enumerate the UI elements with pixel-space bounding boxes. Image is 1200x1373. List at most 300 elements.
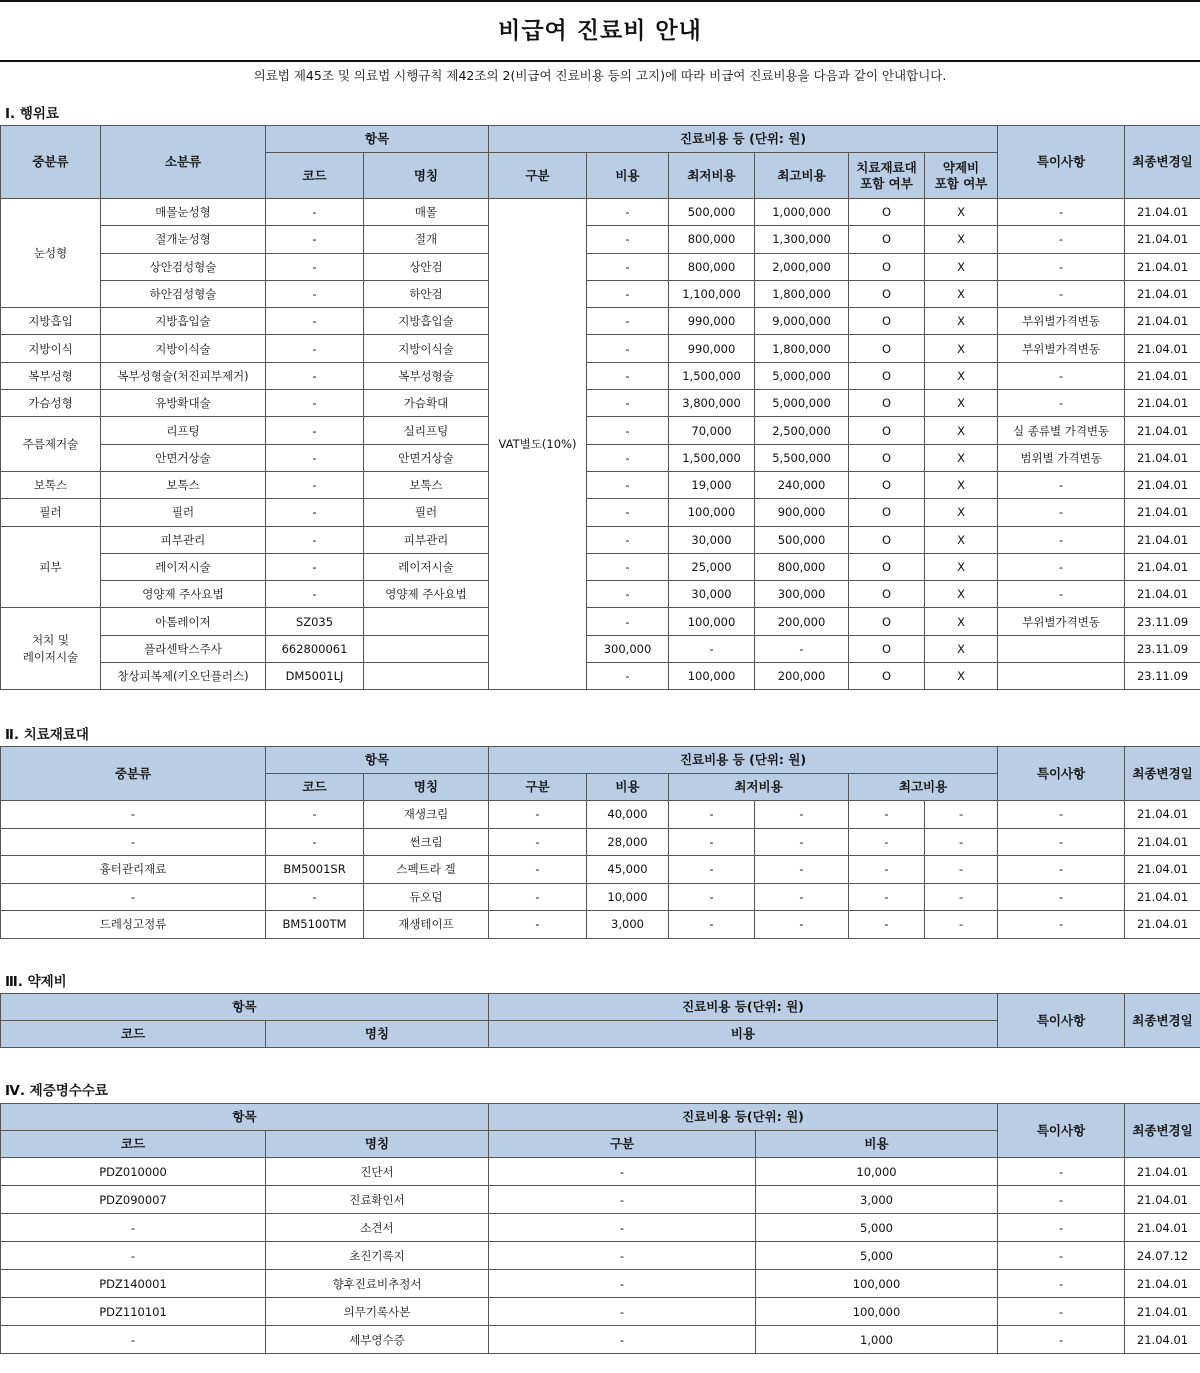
name-cell: 소견서 xyxy=(266,1214,489,1242)
col-fee-header: 비용 xyxy=(587,774,669,801)
col-code-header: 코드 xyxy=(1,1021,266,1048)
fee-cell: - xyxy=(587,581,669,608)
fee-cell: - xyxy=(587,553,669,580)
sub-cell: 안면거상술 xyxy=(101,444,266,471)
sub-cell: 리프팅 xyxy=(101,417,266,444)
sub-cell: 영양제 주사요법 xyxy=(101,581,266,608)
table-row xyxy=(1,335,1200,362)
group-cell: 필러 xyxy=(1,499,101,526)
note-cell: - xyxy=(998,911,1125,939)
name-cell xyxy=(364,663,489,690)
date-cell: 24.07.12 xyxy=(1125,1242,1200,1270)
note-cell: - xyxy=(998,1186,1125,1214)
group-cell: 보톡스 xyxy=(1,471,101,498)
sub-cell: 피부관리 xyxy=(101,526,266,553)
note-cell xyxy=(998,663,1125,690)
table-row xyxy=(1,444,1200,471)
max-cell: 800,000 xyxy=(755,553,849,580)
note-cell: 부위별가격변동 xyxy=(998,335,1125,362)
col-note-header: 특이사항 xyxy=(998,994,1125,1048)
code-cell: - xyxy=(266,828,364,856)
name-cell: 향후진료비추정서 xyxy=(266,1270,489,1298)
col-note-header: 특이사항 xyxy=(998,747,1125,801)
name-cell: 스펙트라 겔 xyxy=(364,856,489,884)
date-cell: 21.04.01 xyxy=(1125,1270,1200,1298)
code-cell: PDZ090007 xyxy=(1,1186,266,1214)
section-4-title: Ⅳ. 제증명수수료 xyxy=(5,1083,108,1099)
fee-cell: - xyxy=(587,199,669,226)
date-cell: 21.04.01 xyxy=(1125,390,1200,417)
col-code-header: 코드 xyxy=(1,1131,266,1158)
material-cell: O xyxy=(849,199,925,226)
min-cell-b: - xyxy=(755,911,849,939)
date-cell: 23.11.09 xyxy=(1125,663,1200,690)
note-cell: - xyxy=(998,526,1125,553)
min-cell: 3,800,000 xyxy=(669,390,755,417)
code-cell: - xyxy=(266,199,364,226)
code-cell: - xyxy=(266,526,364,553)
date-cell: 21.04.01 xyxy=(1125,828,1200,856)
drug-fee-table xyxy=(0,993,1200,1048)
fee-cell: 100,000 xyxy=(756,1298,998,1326)
code-cell: - xyxy=(266,226,364,253)
group-cell xyxy=(1,608,101,690)
code-cell: - xyxy=(266,335,364,362)
drug-cell: X xyxy=(925,553,998,580)
min-cell: 990,000 xyxy=(669,308,755,335)
material-fee-table xyxy=(0,746,1200,939)
table-row xyxy=(1,856,1200,884)
col-fee-header: 비용 xyxy=(587,153,669,199)
material-cell: O xyxy=(849,553,925,580)
max-cell: 200,000 xyxy=(755,663,849,690)
table-row xyxy=(1,828,1200,856)
group-cell: 눈성형 xyxy=(1,199,101,308)
col-min-header: 최저비용 xyxy=(669,153,755,199)
sub-cell: 보톡스 xyxy=(101,471,266,498)
max-cell-b: - xyxy=(925,911,998,939)
code-cell: - xyxy=(266,308,364,335)
material-cell: O xyxy=(849,362,925,389)
material-cell: O xyxy=(849,499,925,526)
max-cell-a: - xyxy=(849,801,925,829)
min-cell: 100,000 xyxy=(669,499,755,526)
note-cell: - xyxy=(998,1298,1125,1326)
name-cell: 필러 xyxy=(364,499,489,526)
kind-cell: - xyxy=(489,1186,756,1214)
max-cell: 1,800,000 xyxy=(755,280,849,307)
code-cell: - xyxy=(266,883,364,911)
min-cell: 990,000 xyxy=(669,335,755,362)
table-row xyxy=(1,1270,1200,1298)
max-cell: - xyxy=(755,635,849,662)
max-cell: 2,500,000 xyxy=(755,417,849,444)
sub-cell: 절개눈성형 xyxy=(101,226,266,253)
note-cell: - xyxy=(998,199,1125,226)
date-cell: 21.04.01 xyxy=(1125,199,1200,226)
name-cell: 듀오덤 xyxy=(364,883,489,911)
kind-cell: - xyxy=(489,883,587,911)
note-cell: - xyxy=(998,226,1125,253)
table-row xyxy=(1,1298,1200,1326)
fee-cell: - xyxy=(587,362,669,389)
min-cell: 100,000 xyxy=(669,663,755,690)
fee-cell: 5,000 xyxy=(756,1242,998,1270)
name-cell: 실리프팅 xyxy=(364,417,489,444)
col-fee-header: 비용 xyxy=(489,1021,998,1048)
certificate-fee-table xyxy=(0,1103,1200,1354)
table-row xyxy=(1,1186,1200,1214)
min-cell-a: - xyxy=(669,801,755,829)
date-cell: 21.04.01 xyxy=(1125,1298,1200,1326)
max-cell-a: - xyxy=(849,856,925,884)
material-cell: O xyxy=(849,335,925,362)
col-mid-header: 중분류 xyxy=(1,747,266,801)
min-cell: 800,000 xyxy=(669,253,755,280)
drug-cell: X xyxy=(925,417,998,444)
note-cell: - xyxy=(998,471,1125,498)
drug-cell: X xyxy=(925,226,998,253)
col-name-header: 명칭 xyxy=(364,774,489,801)
code-cell: - xyxy=(266,471,364,498)
code-cell: - xyxy=(266,253,364,280)
material-cell: O xyxy=(849,253,925,280)
col-date-header: 최종변경일 xyxy=(1125,126,1200,199)
section-1-title: Ⅰ. 행위료 xyxy=(5,106,59,122)
fee-cell: - xyxy=(587,335,669,362)
kind-cell: - xyxy=(489,911,587,939)
min-cell: 30,000 xyxy=(669,526,755,553)
col-max-header: 최고비용 xyxy=(755,153,849,199)
code-cell: - xyxy=(1,1242,266,1270)
max-cell: 200,000 xyxy=(755,608,849,635)
material-cell: O xyxy=(849,308,925,335)
col-date-header: 최종변경일 xyxy=(1125,747,1200,801)
fee-cell: 100,000 xyxy=(756,1270,998,1298)
code-cell: - xyxy=(266,444,364,471)
table-row xyxy=(1,253,1200,280)
kind-cell: VAT별도(10%) xyxy=(489,199,587,690)
mid-cell: 흉터관리재료 xyxy=(1,856,266,884)
table-row xyxy=(1,608,1200,635)
col-kind-header: 구분 xyxy=(489,153,587,199)
title-rule xyxy=(0,60,1200,62)
fee-cell: - xyxy=(587,226,669,253)
max-cell: 1,800,000 xyxy=(755,335,849,362)
code-cell: 662800061 xyxy=(266,635,364,662)
intro-text: 의료법 제45조 및 의료법 시행규칙 제42조의 2(비급여 진료비용 등의 고지)에 따라 비급여 진료비용을 다음과 같이 안내합니다. xyxy=(253,68,947,83)
material-cell: O xyxy=(849,390,925,417)
fee-cell: - xyxy=(587,526,669,553)
col-kind-header: 구분 xyxy=(489,774,587,801)
group-cell: 지방이식 xyxy=(1,335,101,362)
material-header-line2: 포함 여부 xyxy=(860,175,913,191)
table-row xyxy=(1,280,1200,307)
col-date-header: 최종변경일 xyxy=(1125,994,1200,1048)
sub-cell: 필러 xyxy=(101,499,266,526)
mid-cell: - xyxy=(1,883,266,911)
material-cell: O xyxy=(849,608,925,635)
name-cell xyxy=(364,608,489,635)
table-row xyxy=(1,499,1200,526)
kind-cell: - xyxy=(489,1298,756,1326)
drug-cell: X xyxy=(925,362,998,389)
name-cell: 초진기록지 xyxy=(266,1242,489,1270)
sub-cell: 복부성형술(처진피부제거) xyxy=(101,362,266,389)
material-cell: O xyxy=(849,280,925,307)
sub-cell: 상안검성형술 xyxy=(101,253,266,280)
min-cell: 19,000 xyxy=(669,471,755,498)
table-row xyxy=(1,199,1200,226)
note-cell: - xyxy=(998,390,1125,417)
max-cell: 2,000,000 xyxy=(755,253,849,280)
col-code-header: 코드 xyxy=(266,153,364,199)
fee-cell: 5,000 xyxy=(756,1214,998,1242)
min-cell: 25,000 xyxy=(669,553,755,580)
date-cell: 21.04.01 xyxy=(1125,883,1200,911)
code-cell: SZ035 xyxy=(266,608,364,635)
drug-cell: X xyxy=(925,608,998,635)
max-cell-b: - xyxy=(925,883,998,911)
min-cell-b: - xyxy=(755,856,849,884)
max-cell: 5,500,000 xyxy=(755,444,849,471)
name-cell: 의무기록사본 xyxy=(266,1298,489,1326)
date-cell: 23.11.09 xyxy=(1125,608,1200,635)
date-cell: 23.11.09 xyxy=(1125,635,1200,662)
drug-header-line2: 포함 여부 xyxy=(934,175,988,191)
max-cell-b: - xyxy=(925,856,998,884)
date-cell: 21.04.01 xyxy=(1125,471,1200,498)
col-max-header: 최고비용 xyxy=(849,774,998,801)
item-header: 항목 xyxy=(1,1104,489,1131)
fee-cell: 3,000 xyxy=(756,1186,998,1214)
group-line1: 처치 및 xyxy=(32,632,69,647)
note-cell xyxy=(998,635,1125,662)
min-cell: 1,100,000 xyxy=(669,280,755,307)
note-cell: - xyxy=(998,253,1125,280)
max-cell: 300,000 xyxy=(755,581,849,608)
code-cell: BM5001SR xyxy=(266,856,364,884)
table-row xyxy=(1,390,1200,417)
table-row xyxy=(1,801,1200,829)
date-cell: 21.04.01 xyxy=(1125,911,1200,939)
min-cell: 1,500,000 xyxy=(669,362,755,389)
material-cell: O xyxy=(849,635,925,662)
name-cell: 진료확인서 xyxy=(266,1186,489,1214)
sub-cell: 지방이식술 xyxy=(101,335,266,362)
fee-cell: 3,000 xyxy=(587,911,669,939)
date-cell: 21.04.01 xyxy=(1125,526,1200,553)
drug-cell: X xyxy=(925,526,998,553)
fee-cell: - xyxy=(587,253,669,280)
date-cell: 21.04.01 xyxy=(1125,253,1200,280)
name-cell: 안면거상술 xyxy=(364,444,489,471)
section-2-title: Ⅱ. 치료재료대 xyxy=(5,727,89,743)
max-cell: 240,000 xyxy=(755,471,849,498)
name-cell: 진단서 xyxy=(266,1158,489,1186)
group-cell: 피부 xyxy=(1,526,101,608)
name-cell: 지방이식술 xyxy=(364,335,489,362)
name-cell: 보톡스 xyxy=(364,471,489,498)
fee-cell: 300,000 xyxy=(587,635,669,662)
code-cell: - xyxy=(266,801,364,829)
note-cell: - xyxy=(998,362,1125,389)
max-cell-a: - xyxy=(849,883,925,911)
table-row xyxy=(1,1326,1200,1354)
note-cell: - xyxy=(998,856,1125,884)
table-row xyxy=(1,635,1200,662)
kind-cell: - xyxy=(489,801,587,829)
note-cell: - xyxy=(998,1158,1125,1186)
fee-cell: - xyxy=(587,608,669,635)
group-cell: 복부성형 xyxy=(1,362,101,389)
col-drug-header xyxy=(925,153,998,199)
fee-cell: 10,000 xyxy=(587,883,669,911)
max-cell: 5,000,000 xyxy=(755,362,849,389)
kind-cell: - xyxy=(489,1214,756,1242)
group-cell: 지방흡입 xyxy=(1,308,101,335)
col-code-header: 코드 xyxy=(266,774,364,801)
table-row xyxy=(1,471,1200,498)
date-cell: 21.04.01 xyxy=(1125,335,1200,362)
kind-cell: - xyxy=(489,856,587,884)
top-rule xyxy=(0,0,1200,2)
note-cell: - xyxy=(998,553,1125,580)
sub-cell: 창상피복제(키오딘플러스) xyxy=(101,663,266,690)
table-row xyxy=(1,553,1200,580)
drug-cell: X xyxy=(925,390,998,417)
drug-cell: X xyxy=(925,280,998,307)
note-cell: - xyxy=(998,1214,1125,1242)
max-cell-b: - xyxy=(925,828,998,856)
date-cell: 21.04.01 xyxy=(1125,1186,1200,1214)
min-cell-a: - xyxy=(669,828,755,856)
drug-cell: X xyxy=(925,308,998,335)
fee-cell: 10,000 xyxy=(756,1158,998,1186)
code-cell: - xyxy=(266,581,364,608)
fee-cell: - xyxy=(587,471,669,498)
table-row xyxy=(1,362,1200,389)
mid-cell: - xyxy=(1,828,266,856)
note-cell: 부위별가격변동 xyxy=(998,308,1125,335)
item-header: 항목 xyxy=(266,126,489,153)
col-date-header: 최종변경일 xyxy=(1125,1104,1200,1158)
max-cell-a: - xyxy=(849,911,925,939)
group-cell: 가슴성형 xyxy=(1,390,101,417)
code-cell: - xyxy=(266,280,364,307)
min-cell: 800,000 xyxy=(669,226,755,253)
drug-cell: X xyxy=(925,471,998,498)
min-cell-b: - xyxy=(755,828,849,856)
col-kind-header: 구분 xyxy=(489,1131,756,1158)
kind-cell: - xyxy=(489,828,587,856)
mid-cell: 드레싱고정류 xyxy=(1,911,266,939)
name-cell: 썬크림 xyxy=(364,828,489,856)
name-cell xyxy=(364,635,489,662)
fee-cell: - xyxy=(587,280,669,307)
drug-cell: X xyxy=(925,335,998,362)
drug-cell: X xyxy=(925,635,998,662)
table-row xyxy=(1,226,1200,253)
date-cell: 21.04.01 xyxy=(1125,280,1200,307)
table-row xyxy=(1,526,1200,553)
cost-header: 진료비용 등 (단위: 원) xyxy=(489,126,998,153)
material-cell: O xyxy=(849,581,925,608)
note-cell: - xyxy=(998,883,1125,911)
kind-cell: - xyxy=(489,1242,756,1270)
date-cell: 21.04.01 xyxy=(1125,856,1200,884)
item-header: 항목 xyxy=(1,994,489,1021)
code-cell: - xyxy=(266,417,364,444)
min-cell-b: - xyxy=(755,883,849,911)
note-cell: 범위별 가격변동 xyxy=(998,444,1125,471)
max-cell: 9,000,000 xyxy=(755,308,849,335)
note-cell: - xyxy=(998,280,1125,307)
material-cell: O xyxy=(849,663,925,690)
material-cell: O xyxy=(849,417,925,444)
date-cell: 21.04.01 xyxy=(1125,444,1200,471)
code-cell: - xyxy=(266,362,364,389)
name-cell: 재생테이프 xyxy=(364,911,489,939)
min-cell: 30,000 xyxy=(669,581,755,608)
table-row xyxy=(1,581,1200,608)
date-cell: 21.04.01 xyxy=(1125,1326,1200,1354)
cost-header: 진료비용 등(단위: 원) xyxy=(489,994,998,1021)
date-cell: 21.04.01 xyxy=(1125,417,1200,444)
table-row xyxy=(1,883,1200,911)
name-cell: 지방흡입술 xyxy=(364,308,489,335)
min-cell: 500,000 xyxy=(669,199,755,226)
code-cell: PDZ140001 xyxy=(1,1270,266,1298)
min-cell: 100,000 xyxy=(669,608,755,635)
table-row xyxy=(1,417,1200,444)
table-row xyxy=(1,663,1200,690)
min-cell-a: - xyxy=(669,911,755,939)
cost-header: 진료비용 등(단위: 원) xyxy=(489,1104,998,1131)
sub-cell: 아톰레이저 xyxy=(101,608,266,635)
col-material-header xyxy=(849,153,925,199)
note-cell: - xyxy=(998,828,1125,856)
drug-cell: X xyxy=(925,444,998,471)
drug-cell: X xyxy=(925,253,998,280)
procedure-fee-table xyxy=(0,125,1200,690)
sub-cell: 레이저시술 xyxy=(101,553,266,580)
min-cell-a: - xyxy=(669,856,755,884)
group-line2: 레이저시술 xyxy=(22,649,79,664)
page-title: 비급여 진료비 안내 xyxy=(498,18,702,44)
name-cell: 레이저시술 xyxy=(364,553,489,580)
fee-cell: - xyxy=(587,444,669,471)
note-cell: - xyxy=(998,581,1125,608)
max-cell: 1,300,000 xyxy=(755,226,849,253)
table-row xyxy=(1,1214,1200,1242)
max-cell: 5,000,000 xyxy=(755,390,849,417)
col-note-header: 특이사항 xyxy=(998,126,1125,199)
fee-cell: 45,000 xyxy=(587,856,669,884)
material-cell: O xyxy=(849,526,925,553)
min-cell: 1,500,000 xyxy=(669,444,755,471)
date-cell: 21.04.01 xyxy=(1125,1158,1200,1186)
material-header-line1: 치료재료대 xyxy=(856,159,917,175)
note-cell: - xyxy=(998,499,1125,526)
cost-header: 진료비용 등 (단위: 원) xyxy=(489,747,998,774)
code-cell: PDZ110101 xyxy=(1,1298,266,1326)
note-cell: - xyxy=(998,1270,1125,1298)
code-cell: PDZ010000 xyxy=(1,1158,266,1186)
fee-cell: - xyxy=(587,417,669,444)
max-cell: 500,000 xyxy=(755,526,849,553)
max-cell: 900,000 xyxy=(755,499,849,526)
